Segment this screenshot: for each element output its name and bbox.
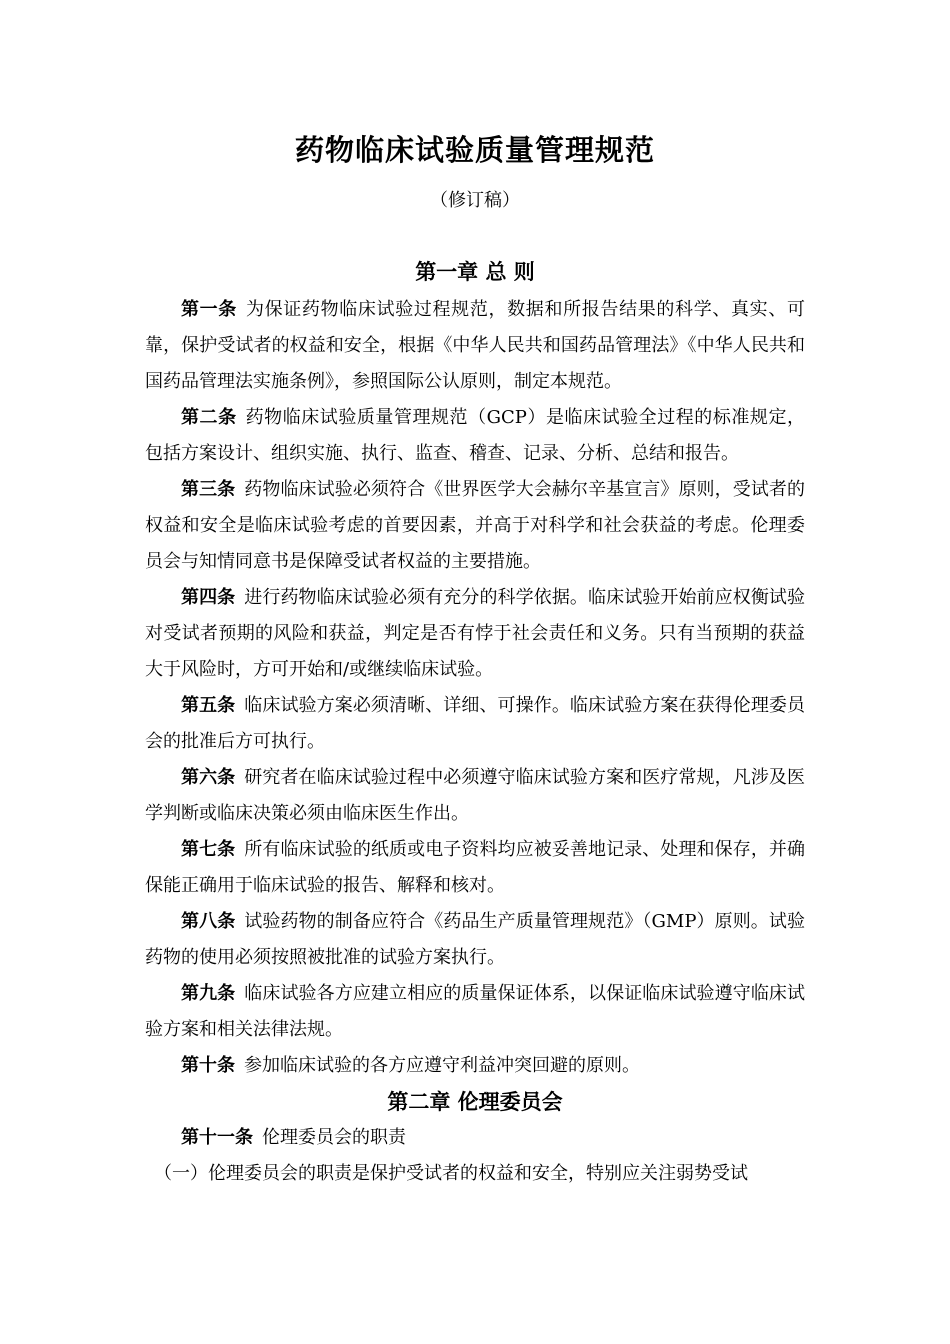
article-label: 第七条 <box>181 839 236 860</box>
article-9 <box>145 976 805 1048</box>
article-text: 参加临床试验的各方应遵守利益冲突回避的原则。 <box>244 1055 640 1076</box>
document-body <box>145 292 805 1192</box>
article-text: 伦理委员会的职责 <box>262 1127 406 1148</box>
article-2 <box>145 400 805 472</box>
article-4 <box>145 580 805 688</box>
article-10 <box>145 1048 805 1084</box>
document-subtitle: （修订稿） <box>430 190 520 211</box>
chapter-2-heading: 第二章 伦理委员会 <box>387 1089 563 1114</box>
article-text: 临床试验各方应建立相应的质量保证体系，以保证临床试验遵守临床试验方案和相关法律法规。 <box>145 983 806 1040</box>
article-text: 药物临床试验质量管理规范（GCP）是临床试验全过程的标准规定，包括方案设计、组织实施、执行、监查、稽查、记录、分析、总结和报告。 <box>145 407 805 464</box>
article-text: 研究者在临床试验过程中必须遵守临床试验方案和医疗常规，凡涉及医学判断或临床决策必须由临床医生作出。 <box>145 767 806 824</box>
article-7 <box>145 832 805 904</box>
article-label: 第六条 <box>181 767 236 788</box>
article-label: 第十一条 <box>181 1127 253 1148</box>
article-text: 药物临床试验必须符合《世界医学大会赫尔辛基宣言》原则，受试者的权益和安全是临床试验考虑的首要因素，并高于对科学和社会获益的考虑。伦理委员会与知情同意书是保障受试者权益的主要措施。 <box>145 479 806 572</box>
article-8 <box>145 904 805 976</box>
article-text: 所有临床试验的纸质或电子资料均应被妥善地记录、处理和保存，并确保能正确用于临床试验的报告、解释和核对。 <box>145 839 806 896</box>
article-label: 第五条 <box>181 695 236 716</box>
article-text: 试验药物的制备应符合《药品生产质量管理规范》（GMP）原则。试验药物的使用必须按照被批准的试验方案执行。 <box>145 911 806 968</box>
article-text: 为保证药物临床试验过程规范，数据和所报告结果的科学、真实、可靠，保护受试者的权益和安全，根据《中华人民共和国药品管理法》《中华人民共和国药品管理法实施条例》，参照国际公认原则，制定本规范。 <box>145 299 805 392</box>
article-5 <box>145 688 805 760</box>
article-11-item-1: （一）伦理委员会的职责是保护受试者的权益和安全，特别应关注弱势受试 <box>154 1163 748 1184</box>
article-label: 第二条 <box>181 407 237 428</box>
article-3 <box>145 472 805 580</box>
article-text: 进行药物临床试验必须有充分的科学依据。临床试验开始前应权衡试验对受试者预期的风险和获益，判定是否有悖于社会责任和义务。只有当预期的获益大于风险时，方可开始和/或继续临床试验。 <box>145 587 806 680</box>
document-title: 药物临床试验质量管理规范 <box>294 133 655 167</box>
article-11 <box>145 1120 805 1156</box>
article-label: 第四条 <box>181 587 236 608</box>
article-1 <box>145 292 805 400</box>
chapter-2-wrap <box>0 1084 950 1120</box>
article-6 <box>145 760 805 832</box>
article-label: 第八条 <box>181 911 236 932</box>
chapter-1-heading: 第一章 总 则 <box>415 259 535 284</box>
article-text: 临床试验方案必须清晰、详细、可操作。临床试验方案在获得伦理委员会的批准后方可执行。 <box>145 695 806 752</box>
article-label: 第一条 <box>181 299 237 320</box>
article-label: 第十条 <box>181 1055 235 1076</box>
article-label: 第九条 <box>181 983 236 1004</box>
article-label: 第三条 <box>181 479 236 500</box>
